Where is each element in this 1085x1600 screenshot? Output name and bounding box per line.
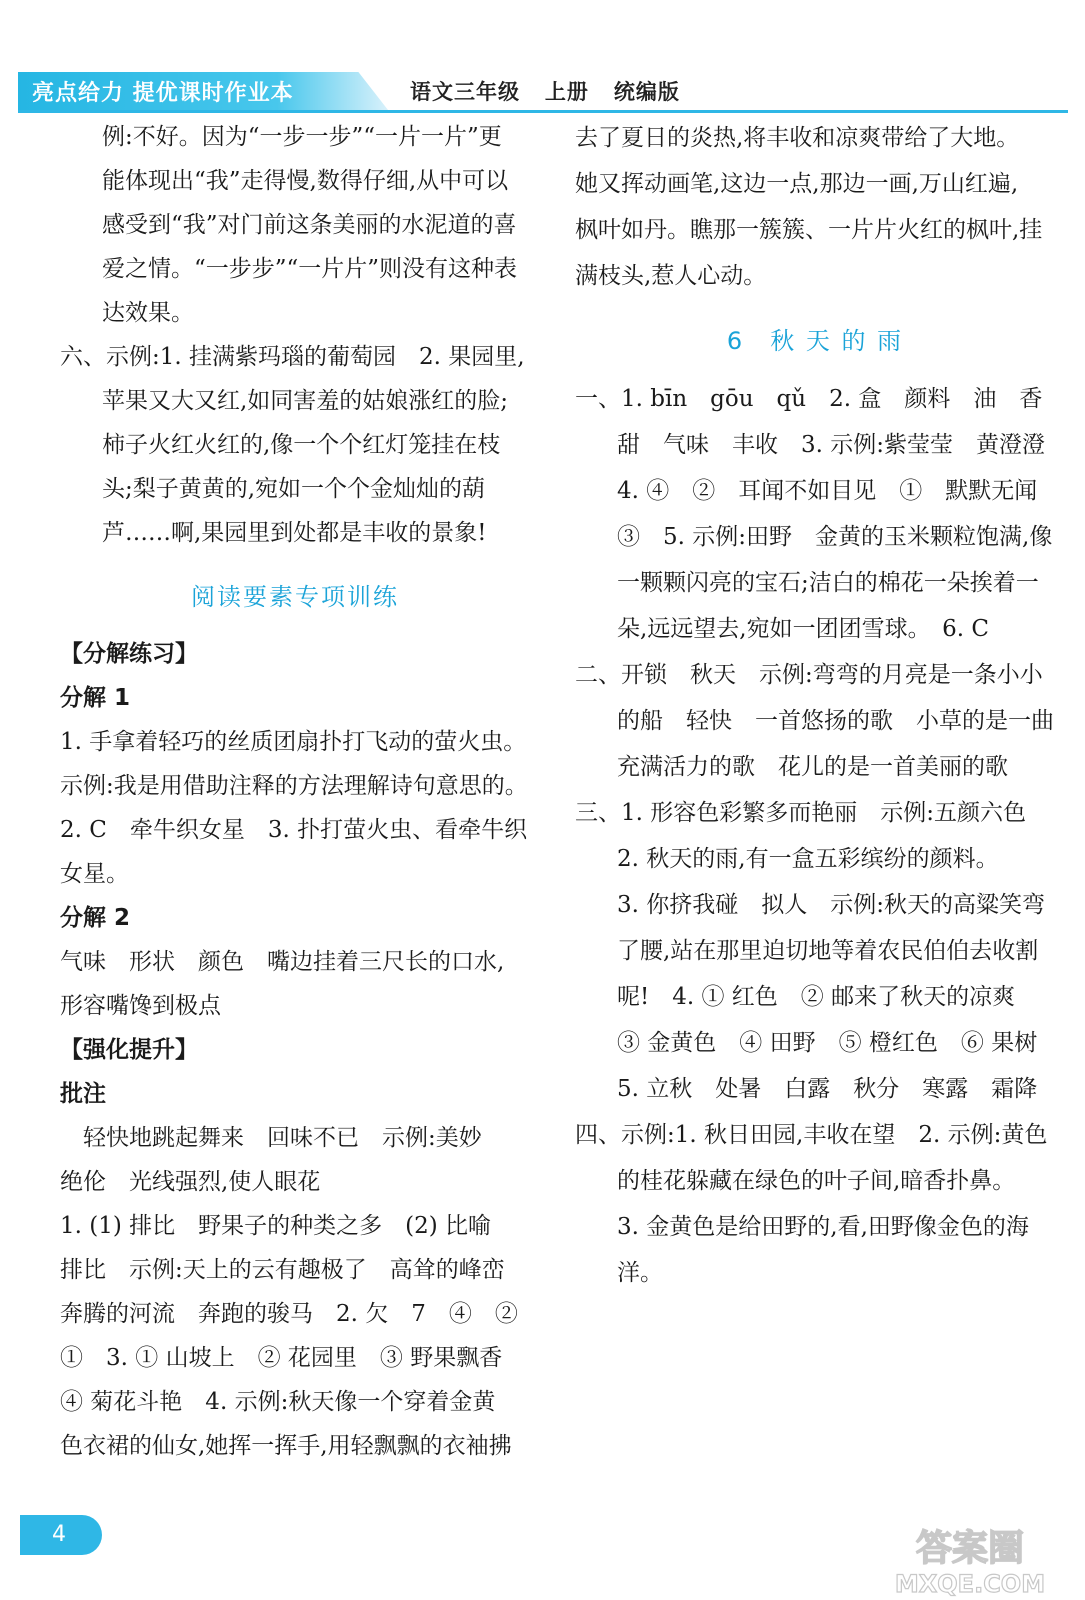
answer-line: 奔腾的河流 奔跑的骏马 2. 欠 7 ④ ② [60,1301,518,1327]
subsection-heading: 分解 2 [60,905,131,931]
subsection-heading: 【分解练习】 [60,641,198,667]
subsection-heading: 批注 [60,1081,106,1107]
answer-six: 六、示例:1. 挂满紫玛瑙的葡萄园 2. 果园里,苹果又大又红,如同害羞的姑娘涨红的脸;柿子火红火红的,像一个个红灯笼挂在枝头;梨子黄黄的,宛如一个个金灿灿的葫芦……啊,果园里到处都是丰收的景象! [60,344,525,546]
answer-four: 四、示例:1. 秋日田园,丰收在望 2. 示例:黄色的桂花躲藏在绿色的叶子间,暗香扑鼻。 [575,1122,1048,1194]
answer-line: 满枝头,惹人心动。 [575,263,767,289]
lesson-title: 6 秋 天 的 雨 [726,327,904,355]
answer-line: 绝伦 光线强烈,使人眼花 [60,1169,321,1195]
answer-line: 排比 示例:天上的云有趣极了 高耸的峰峦 [60,1257,505,1283]
answer-line: 色衣裙的仙女,她挥一挥手,用轻飘飘的衣袖拂 [60,1433,512,1459]
answer-line: 她又挥动画笔,这边一点,那边一画,万山红遍, [575,171,1019,197]
answer-line: 感受到“我”对门前这条美丽的水泥道的喜 [102,212,517,238]
answer-one: 一、1. bīn gōu qǔ 2. 盒 颜料 油 香甜 气味 丰收 3. 示例:紫莹莹 黄澄澄 4. ④ ② 耳闻不如目见 ① 默默无闻 ③ 5. 示例:田野 金黄的玉米颗粒饱满,像一颗颗闪亮的宝石;洁白的棉花一朵挨着一朵,远远望去,宛如一团团雪球。 6. C [575,386,1069,642]
answer-three-1: 三、1. 形容色彩繁多而艳丽 示例:五颜六色 [575,800,1027,826]
right-column [575,115,1069,1296]
series-title: 亮点给力 提优课时作业本 [32,81,294,106]
answer-line: ④ 菊花斗艳 4. 示例:秋天像一个穿着金黄 [60,1389,496,1415]
answer-line: 1. 手拿着轻巧的丝质团扇扑打飞动的萤火虫。 [60,729,527,755]
svg-text:答案圈: 答案圈 [915,1528,1025,1569]
answer-line: 1. (1) 排比 野果子的种类之多 (2) 比喻 [60,1213,492,1239]
book-info: 语文三年级 上册 统编版 [410,80,680,104]
section-title: 阅读要素专项训练 [191,583,399,611]
left-column [60,115,530,1468]
page-number: 4 [20,1515,102,1555]
answer-line: 枫叶如丹。瞧那一簇簇、一片片火红的枫叶,挂 [575,217,1043,243]
answer-line: 爱之情。“一步步”“一片片”则没有这种表 [102,256,518,282]
answer-line: 气味 形状 颜色 嘴边挂着三尺长的口水, [60,949,505,975]
answer-line: 例:不好。因为“一步一步”“一片一片”更 [102,124,502,150]
watermark-logo [870,1518,1070,1598]
answer-three-2: 2. 秋天的雨,有一盒五彩缤纷的颜料。 [617,846,999,872]
answer-line: ① 3. ① 山坡上 ② 花园里 ③ 野果飘香 [60,1345,503,1371]
answer-line: 达效果。 [102,300,194,326]
answer-line: 2. C 牵牛织女星 3. 扑打萤火虫、看牵牛织 [60,817,528,843]
answer-four-3: 3. 金黄色是给田野的,看,田野像金色的海洋。 [617,1214,1029,1286]
svg-text:MXQE.COM: MXQE.COM [894,1570,1046,1598]
answer-two: 二、开锁 秋天 示例:弯弯的月亮是一条小小的船 轻快 一首悠扬的歌 小草的是一曲充满活力的歌 花儿的是一首美丽的歌 [575,662,1054,780]
subsection-heading: 【强化提升】 [60,1037,198,1063]
answer-line: 形容嘴馋到极点 [60,993,221,1019]
page-header [0,0,1085,112]
header-divider [18,110,1068,113]
answer-line: 能体现出“我”走得慢,数得仔细,从中可以 [102,168,509,194]
answer-three-3: 3. 你挤我碰 拟人 示例:秋天的高粱笑弯了腰,站在那里迫切地等着农民伯伯去收割呢! 4. ① 红色 ② 邮来了秋天的凉爽 ③ 金黄色 ④ 田野 ⑤ 橙红色 ⑥ 果树 5. 立秋 处暑 白露 秋分 寒露 霜降 [617,892,1061,1102]
subsection-heading: 分解 1 [60,685,131,711]
answer-line: 女星。 [60,861,129,887]
answer-line: 示例:我是用借助注释的方法理解诗句意思的。 [60,773,528,799]
answer-line: 去了夏日的炎热,将丰收和凉爽带给了大地。 [575,125,1020,151]
answer-line: 轻快地跳起舞来 回味不已 示例:美妙 [60,1125,482,1151]
